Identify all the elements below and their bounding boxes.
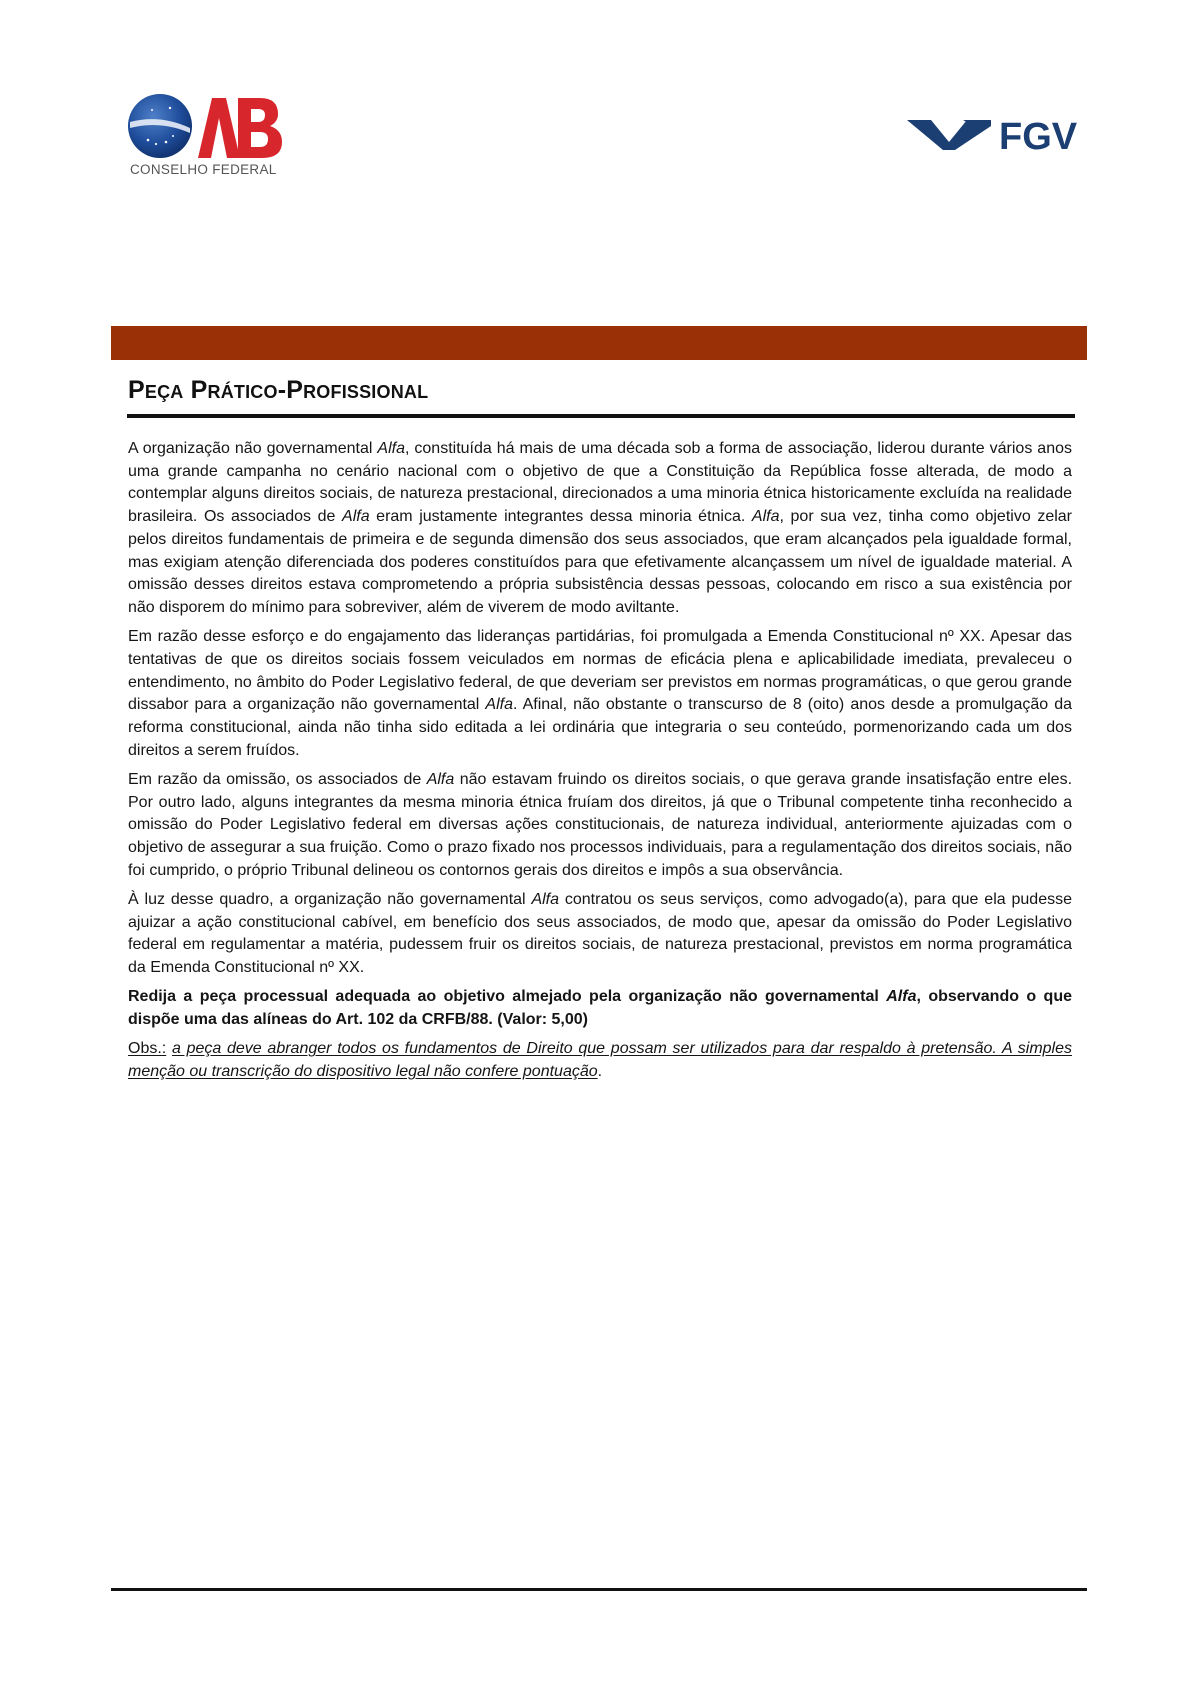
oab-caption: CONSELHO FEDERAL (130, 162, 277, 177)
paragraph-4: À luz desse quadro, a organização não governamental Alfa contratou os seus serviços, como advogado(a), para que ela pudesse ajuizar a ação constitucional cabível, em benefício dos seus associados, de modo que, apesar da omissão do Poder Legislativo federal em regulamentar a matéria, pudessem fruir os direitos sociais, de natureza prestacional, previstos em norma programática da Emenda Constitucional nº XX. (128, 890, 1072, 976)
footer-rule (111, 1588, 1087, 1591)
paragraph-1: A organização não governamental Alfa, constituída há mais de uma década sob a forma de associação, liderou durante vários anos uma grande campanha no cenário nacional com o objetivo de que a Constituição da República fosse alterada, de modo a contemplar alguns direitos sociais, de natureza prestacional, direcionados a uma minoria étnica historicamente excluída na realidade brasileira. Os associados de Alfa eram justamente integrantes dessa minoria étnica. Alfa, por sua vez, tinha como objetivo zelar pelos direitos fundamentais de primeira e de segunda dimensão dos seus associados, que eram alcançados pela igualdade formal, mas exigiam atenção diferenciada dos poderes constituídos para que efetivamente alcançassem um nível de igualdade material. A omissão desses direitos estava comprometendo a própria subsistência dessas pessoas, colocando em risco a sua existência por não disporem do mínimo para sobreviver, além de viverem de modo aviltante. (128, 440, 1072, 616)
header-band (111, 326, 1087, 360)
observation-label: Obs.: (128, 1040, 167, 1058)
instruction: Redija a peça processual adequada ao objetivo almejado pela organização não governamental Alfa, observando o que dispõe uma das alíneas do Art. 102 da CRFB/88. (Valor: 5,00) (128, 988, 1073, 1028)
question-body (128, 438, 1072, 1090)
oab-logo (126, 92, 286, 184)
title-underline (127, 414, 1075, 418)
observation-text: a peça deve abranger todos os fundamentos de Direito que possam ser utilizados para dar respaldo à pretensão. A simples menção ou transcrição do dispositivo legal não confere pontuação (128, 1040, 1072, 1080)
fgv-text: FGV (999, 116, 1078, 152)
paragraph-3: Em razão da omissão, os associados de Alfa não estavam fruindo os direitos sociais, o que gerava grande insatisfação entre eles. Por outro lado, alguns integrantes da mesma minoria étnica fruíam dos direitos, já que o Tribunal competente tinha reconhecido a omissão do Poder Legislativo federal em diversas ações constitucionais, de natureza individual, anteriormente ajuizadas com o objetivo de assegurar a sua fruição. Como o prazo fixado nos processos individuais, para a regulamentação dos direitos sociais, não foi cumprido, o próprio Tribunal delineou os contornos gerais dos direitos e impôs a sua observância. (128, 770, 1073, 879)
oab-emblem-icon (126, 92, 286, 162)
fgv-emblem-icon (907, 116, 1092, 152)
section-title: Peça Prático-Profissional (128, 376, 429, 404)
observation: Obs.: a peça deve abranger todos os fundamentos de Direito que possam ser utilizados para dar respaldo à pretensão. A simples menção ou transcrição do dispositivo legal não confere pontuação. (128, 1040, 1072, 1080)
paragraph-2: Em razão desse esforço e do engajamento das lideranças partidárias, foi promulgada a Emenda Constitucional nº XX. Apesar das tentativas de que os direitos sociais fossem veiculados em normas de eficácia plena e aplicabilidade imediata, prevaleceu o entendimento, no âmbito do Poder Legislativo federal, de que deveriam ser previstos em normas programáticas, o que gerou grande dissabor para a organização não governamental Alfa. Afinal, não obstante o transcurso de 8 (oito) anos desde a promulgação da reforma constitucional, ainda não tinha sido editada a lei ordinária que integraria o seu conteúdo, pormenorizando cada um dos direitos a serem fruídos. (128, 628, 1073, 759)
fgv-logo (907, 116, 1092, 152)
